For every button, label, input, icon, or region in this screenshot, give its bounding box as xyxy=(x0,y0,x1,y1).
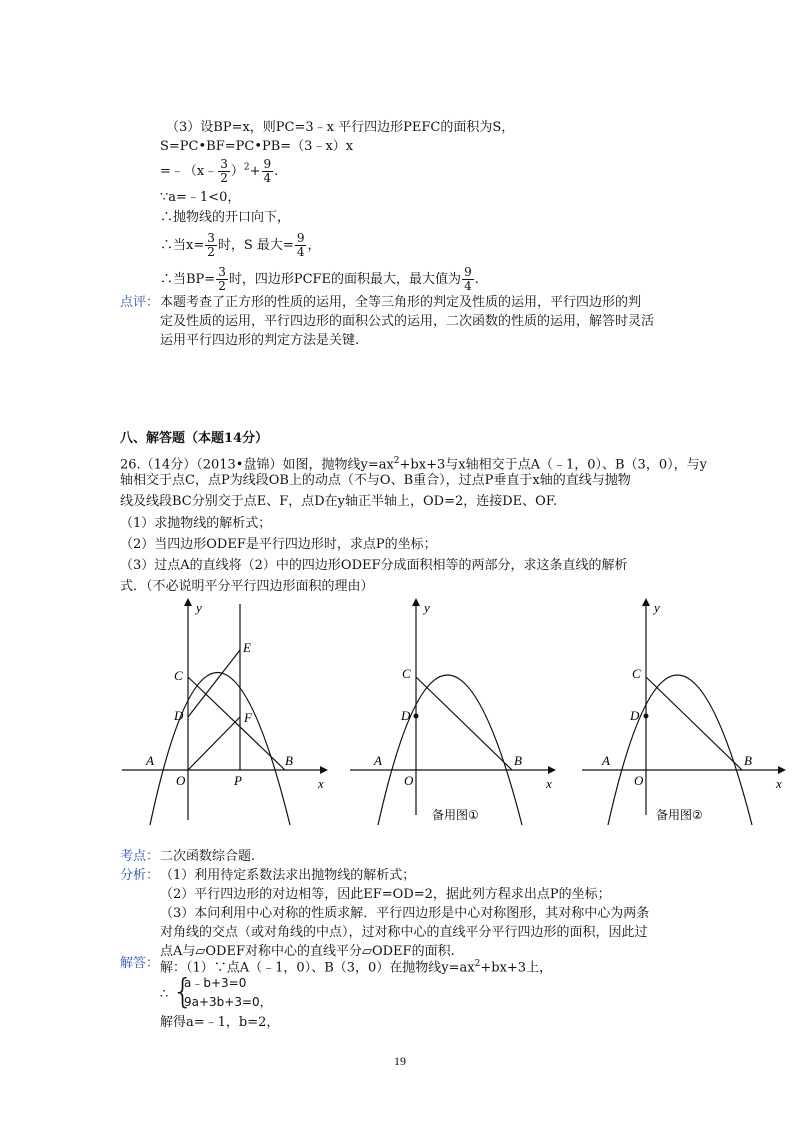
problem-line1: 26.（14分）（2013•盘锦）如图，抛物线$y=ax^2+bx+3$与x轴相交于点A（﹣1，0）、B（3，0），与y xyxy=(120,456,707,473)
point-d xyxy=(644,714,649,719)
part3-line1: （3）设BP=x，则PC=3﹣x 平行四边形PEFC的面积为S， xyxy=(166,120,515,135)
x-axis-arrow xyxy=(778,766,786,774)
label-a: A xyxy=(374,753,382,768)
fraction: $\frac{9}{4}$ xyxy=(263,157,272,185)
fenxi-line2: （2）平行四边形的对边相等，因此EF=OD=2，据此列方程求出点P的坐标； xyxy=(160,887,611,902)
segment-cb xyxy=(416,677,512,770)
solution-line1: 解：（1）∵点A（﹣1，0）、B（3，0）在抛物线$y=ax^2+bx+3$上， xyxy=(160,959,553,976)
comment-label: 点评： xyxy=(120,295,160,310)
segment-of xyxy=(188,717,240,770)
kaodian-text: 二次函数综合题. xyxy=(160,849,256,864)
figure-main xyxy=(120,598,335,826)
label-x: x xyxy=(546,776,552,791)
page-number: 19 xyxy=(394,1054,406,1068)
fenxi-line5: 点A与▱ODEF对称中心的直线平分▱ODEF的面积. xyxy=(160,944,455,959)
section-title: 八、解答题（本题14分） xyxy=(120,431,269,446)
label-y: y xyxy=(654,600,660,615)
segment-cb xyxy=(188,677,285,770)
fenxi-label: 分析： xyxy=(120,868,160,883)
part3-line7: ∴当BP= $\frac{3}{2}$ 时，四边形PCFE的面积最大，最大值为 $\frac{9}{4}$ . xyxy=(160,265,479,293)
comment-line2: 定及性质的运用，平行四边形的面积公式的运用，二次函数的性质的运用，解答时灵活 xyxy=(160,314,655,329)
equation-2: 9a+3b+3=0， xyxy=(184,995,272,1009)
y-axis-arrow xyxy=(642,598,650,606)
question-3b: 式．（不必说明平分平行四边形面积的理由） xyxy=(120,579,374,594)
fraction: $\frac{9}{4}$ xyxy=(296,231,305,259)
part3-line3: =﹣（x﹣ $\frac{3}{2}$ ）$^2$+ $\frac{9}{4}$ . xyxy=(160,157,279,185)
label-f: F xyxy=(244,710,252,725)
caption-backup-2: 备用图② xyxy=(656,808,703,822)
x-axis-arrow xyxy=(548,766,556,774)
label-o: O xyxy=(176,773,186,788)
label-c: C xyxy=(632,666,641,681)
label-d: D xyxy=(174,708,184,723)
question-1: （1）求抛物线的解析式； xyxy=(120,516,272,531)
label-b: B xyxy=(744,753,752,768)
part3-line4: ∵a=﹣1<0， xyxy=(160,190,241,205)
solution-line3: 解得a=﹣1，b=2， xyxy=(160,1015,280,1030)
figure-backup-1 xyxy=(345,598,560,830)
label-d: D xyxy=(401,708,411,723)
label-x: x xyxy=(776,776,782,791)
problem-line3: 线及线段BC分别交于点E、F，点D在y轴正半轴上，OD=2，连接DE、OF. xyxy=(120,494,557,509)
fraction: $\frac{3}{2}$ xyxy=(220,157,228,185)
parabola xyxy=(150,673,290,826)
parabola xyxy=(608,675,752,825)
label-d: D xyxy=(630,708,640,723)
comment-line1: 本题考查了正方形的性质的运用，全等三角形的判定及性质的运用，平行四边形的判 xyxy=(160,295,642,310)
label-o: O xyxy=(404,773,414,788)
point-d xyxy=(414,714,419,719)
y-axis-arrow xyxy=(412,598,420,606)
label-c: C xyxy=(402,666,411,681)
label-p: P xyxy=(234,773,242,788)
fraction: $\frac{3}{2}$ xyxy=(218,265,226,293)
fraction: $\frac{9}{4}$ xyxy=(464,265,472,293)
label-y: y xyxy=(424,600,430,615)
label-b: B xyxy=(514,753,522,768)
fenxi-line4: 对角线的交点（或对角线的中点），过对称中心的直线平分平行四边形的面积，因此过 xyxy=(160,925,648,940)
x-axis-arrow xyxy=(320,766,328,774)
label-x: x xyxy=(318,776,324,791)
problem-line2: 轴相交于点C，点P为线段OB上的动点（不与O、B重合），过点P垂直于x轴的直线与抛物 xyxy=(120,473,631,488)
kaodian-label: 考点： xyxy=(120,849,160,864)
y-axis-arrow xyxy=(184,598,192,606)
figure-backup-2 xyxy=(575,598,795,830)
part3-line6: ∴当x= $\frac{3}{2}$ 时，S 最大= $\frac{9}{4}$ ， xyxy=(160,231,321,259)
label-b: B xyxy=(285,753,293,768)
label-e: E xyxy=(243,640,251,655)
fenxi-line1: （1）利用待定系数法求出抛物线的解析式； xyxy=(160,868,416,883)
parabola xyxy=(378,675,522,825)
caption-backup-1: 备用图① xyxy=(432,808,479,822)
question-2: （2）当四边形ODEF是平行四边形时，求点P的坐标； xyxy=(120,537,437,552)
fraction: $\frac{3}{2}$ xyxy=(207,231,215,259)
label-a: A xyxy=(602,753,610,768)
label-a: A xyxy=(146,753,154,768)
system-brace: { xyxy=(172,972,194,1012)
jieda-label: 解答： xyxy=(120,956,160,971)
segment-de xyxy=(188,650,240,717)
label-o: O xyxy=(634,773,644,788)
therefore-symbol: ∴ xyxy=(160,987,169,1002)
question-3a: （3）过点A的直线将（2）中的四边形ODEF分成面积相等的两部分，求这条直线的解析 xyxy=(120,558,628,573)
comment-line3: 运用平行四边形的判定方法是关键. xyxy=(160,333,360,348)
label-c: C xyxy=(174,668,183,683)
part3-line2: S=PC•BF=PC•PB=（3﹣x）x xyxy=(160,139,354,154)
segment-cb xyxy=(646,677,742,770)
part3-line5: ∴抛物线的开口向下， xyxy=(160,210,291,225)
equation-1: a﹣b+3=0 xyxy=(184,976,247,990)
fenxi-line3: （3）本问利用中心对称的性质求解．平行四边形是中心对称图形，其对称中心为两条 xyxy=(160,906,650,921)
label-y: y xyxy=(196,600,202,615)
